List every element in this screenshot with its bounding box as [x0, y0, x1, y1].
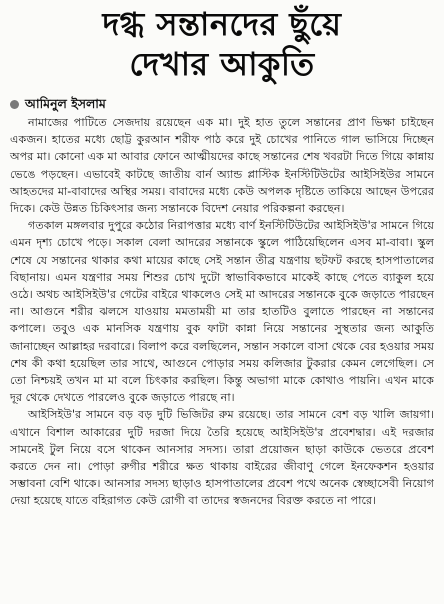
author-name: আমিনুল ইসলাম [25, 96, 106, 111]
byline [10, 96, 434, 112]
headline-line-2: দেখার আকুতি [129, 45, 315, 83]
paragraph-1: নামাজের পাটিতে সেজদায় রয়েছেন এক মা। দুই হাত তুলে সন্তানের প্রাণ ভিক্ষা চাইছেন একজন। হাতের মধ্যে ছোট্ট কুরআন শরীফ পাঠ করে দুই চোখের পানিতে গাল ভাসিয়ে দিচ্ছেন অপর মা। কোনো এক মা আবার ফোনে আত্মীয়দের কাছে সন্তানের শেষ খবরটা দিতে গিয়ে কান্নায় ভেঙে পড়ছেন। এভাবেই কাটছে জাতীয় বার্ন অ্যান্ড প্লাস্টিক ইনস্টিটিউটের আইসিইউর সামনে আহতদের মা-বাবাদের অস্থির সময়। বাবাদের মধ্যে কেউ অপলক দৃষ্টিতে তাকিয়ে আছেন উপরের দিকে। কেউ উন্নত চিকিৎসার জন্য সন্তানকে বিদেশ নেয়ার পরিকল্পনা করছেন। [10, 116, 434, 216]
paragraph-2: গতকাল মঙ্গলবার দুপুরে কঠোর নিরাপত্তার মধ্যে বার্ণ ইনস্টিটিউটের আইসিইউ'র সামনে গিয়ে এমন দৃশ্য চোখে পড়ে। সকাল বেলা আদরের সন্তানকে স্কুলে পাঠিয়েছিলেন এসব মা-বাবা। স্কুল শেষে যে সন্তানের থাকার কথা মায়ের কাছে সেই সন্তান তীব্র যন্ত্রণায় ছটফট করছে হাসপাতালের বিছানায়। এমন যন্ত্রণার সময় শিশুর চোখ দুটো স্বাভাবিকভাবে মাকেই কাছে পেতে ব্যাকুল হয়ে ওঠে। অথচ আইসিইউ'র গেটের বাইরে থাকলেও সেই মা আদরের সন্তানকে বুকে জড়াতে পারছেন না। আগুনে শরীর ঝলসে যাওয়ায় মমতাময়ী মা তার হাতটিও বুলাতে পারছেন না সন্তানের কপালে। তবুও এক মানসিক যন্ত্রণায় বুক ফাটা কান্না নিয়ে সন্তানের সুস্থতার জন্য আকুতি জানাচ্ছেন আল্লাহর দরবারে। বিলাপ করে বলছিলেন, সন্তান সকালে বাসা থেকে বের হওয়ার সময় শেষ কী কথা হয়েছিল তার সাথে, আগুনে পোড়ার সময় কলিজার টুকরার কেমন লেগেছিল। সে তো নিশ্চয়ই তখন মা মা বলে চিৎকার করছিল। কিন্তু অভাগা মাকে কোথাও পায়নি। এখন মাকে দূর থেকে দেখতে পারলেও বুকে জড়াতে পারছে না। [10, 219, 434, 405]
paragraph-3: আইসিইউ'র সামনে বড় বড় দুটি ভিজিটর রুম রয়েছে। তার সামনে বেশ বড় খালি জায়গা। এখানে বিশাল আকারের দুটি দরজা দিয়ে তৈরি হয়েছে আইসিইউ'র প্রবেশদ্বার। এই দরজার সামনেই টুল নিয়ে বসে থাকেন আনসার সদস্য। তারা প্রয়োজন ছাড়া কাউকে ভেতরে প্রবেশ করতে দেন না। পোড়া রুগীর শরীরে ক্ষত থাকায় বাইরের জীবাণু গেলে ইনফেকশন হওয়ার সম্ভাবনা বেশি থাকে। আনসার সদস্য ছাড়াও হাসপাতালের প্রবেশ পথে অনেক স্বেচ্ছাসেবী নিয়োগ দেয়া হয়েছে যাতে বহিরাগত কেউ রোগী বা তাদের স্বজনদের বিরক্ত করতে না পারে। [10, 408, 434, 508]
headline-line-1: দগ্ধ সন্তানদের ছুঁয়ে [102, 5, 342, 43]
article-body [10, 114, 434, 510]
bullet-icon [10, 100, 19, 109]
